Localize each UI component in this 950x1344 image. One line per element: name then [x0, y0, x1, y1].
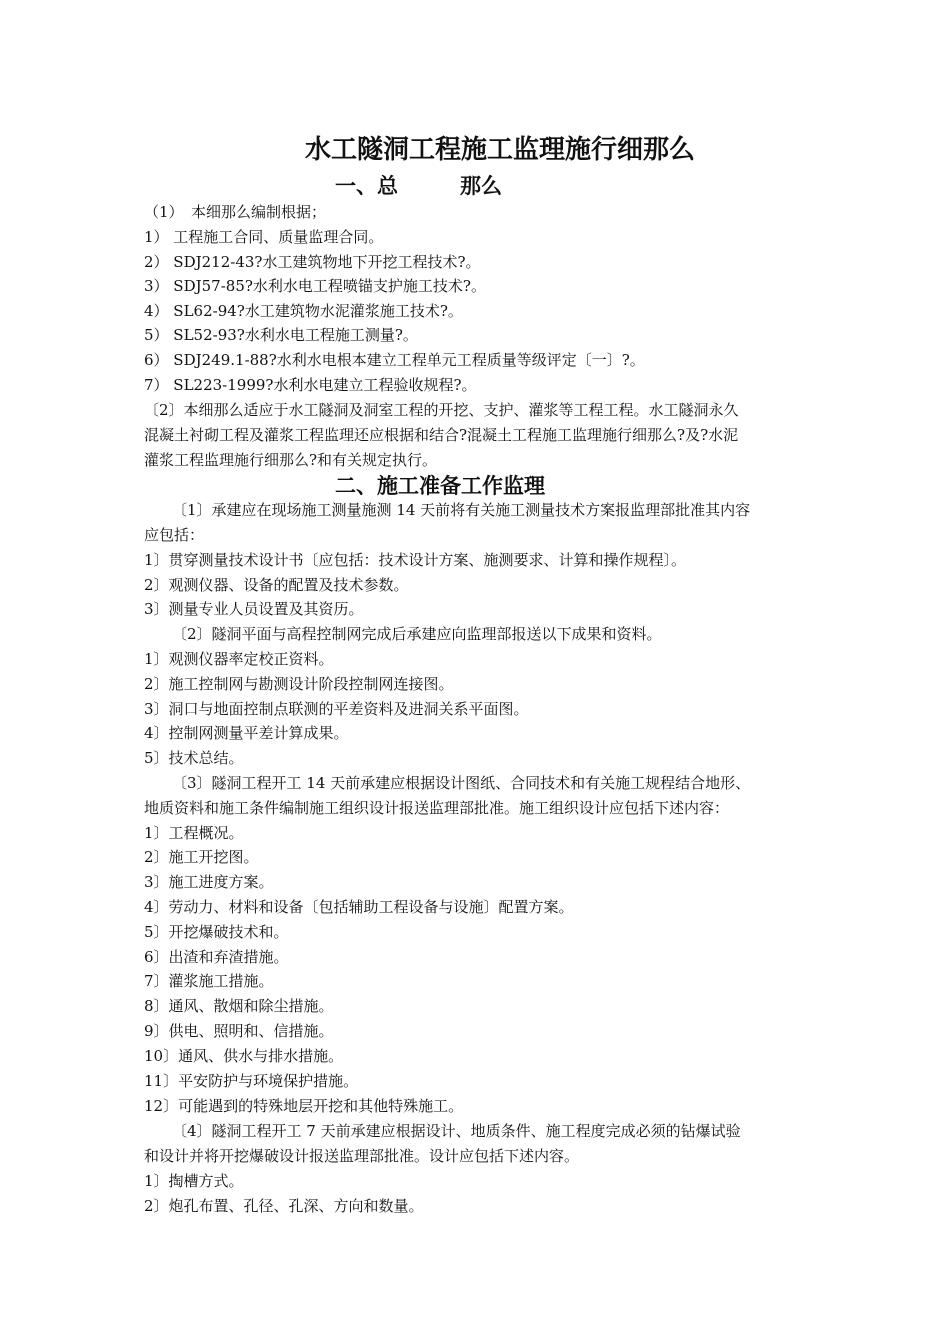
- list-item: 6） SDJ249.1-88?水利水电根本建立工程单元工程质量等级评定〔一〕?。: [144, 351, 645, 369]
- section-1-intro: （1） 本细那么编制根据；: [144, 203, 327, 221]
- list-item: 10〕通风、供水与排水措施。: [144, 1047, 344, 1065]
- list-item: 3） SDJ57-85?水利水电工程喷锚支护施工技术?。: [144, 277, 486, 295]
- paragraph-line: 混凝土衬砌工程及灌浆工程监理还应根据和结合?混凝土工程施工监理施行细那么?及?水泥: [144, 426, 739, 444]
- list-item: 2〕施工开挖图。: [144, 848, 259, 866]
- paragraph-line: 〔3〕隧洞工程开工 14 天前承建应根据设计图纸、合同技术和有关施工规程结合地形、: [172, 774, 751, 792]
- list-item: 3〕测量专业人员设置及其资历。: [144, 600, 364, 618]
- paragraph-line: 〔4〕隧洞工程开工 7 天前承建应根据设计、地质条件、施工程度完成必须的钻爆试验: [172, 1122, 741, 1140]
- list-item: 1〕工程概况。: [144, 824, 244, 842]
- list-item: 2） SDJ212-43?水工建筑物地下开挖工程技术?。: [144, 253, 481, 271]
- paragraph-line: 和设计并将开挖爆破设计报送监理部批准。设计应包括下述内容。: [144, 1147, 580, 1165]
- list-item: 3〕洞口与地面控制点联测的平差资料及进洞关系平面图。: [144, 700, 529, 718]
- list-item: 9〕供电、照明和、信措施。: [144, 1022, 334, 1040]
- list-item: 5） SL52-93?水利水电工程施工测量?。: [144, 326, 418, 344]
- list-item: 4〕控制网测量平差计算成果。: [144, 724, 349, 742]
- list-item: 1〕观测仪器率定校正资料。: [144, 650, 334, 668]
- paragraph-line: 〔2〕隧洞平面与高程控制网完成后承建应向监理部报送以下成果和资料。: [172, 625, 662, 643]
- paragraph-line: 〔1〕承建应在现场施工测量施测 14 天前将有关施工测量技术方案报监理部批准其内容: [172, 501, 751, 519]
- paragraph-line: 灌浆工程监理施行细那么?和有关规定执行。: [144, 451, 438, 469]
- list-item: 5〕开挖爆破技术和。: [144, 923, 289, 941]
- list-item: 1〕贯穿测量技术设计书〔应包括：技术设计方案、施测要求、计算和操作规程〕。: [144, 551, 687, 569]
- list-item: 4〕劳动力、材料和设备〔包括辅助工程设备与设施〕配置方案。: [144, 898, 574, 916]
- list-item: 1） 工程施工合同、质量监理合同。: [144, 228, 384, 246]
- paragraph-line: 地质资料和施工条件编制施工组织设计报送监理部批准。施工组织设计应包括下述内容：: [144, 799, 730, 817]
- list-item: 11〕平安防护与环境保护措施。: [144, 1072, 359, 1090]
- section-1-heading-part1: 一、总: [335, 173, 398, 198]
- list-item: 2〕炮孔布置、孔径、孔深、方向和数量。: [144, 1197, 424, 1215]
- list-item: 6〕出渣和弃渣措施。: [144, 948, 289, 966]
- list-item: 3〕施工进度方案。: [144, 873, 274, 891]
- list-item: 7） SL223-1999?水利水电建立工程验收规程?。: [144, 376, 477, 394]
- list-item: 8〕通风、散烟和除尘措施。: [144, 997, 334, 1015]
- list-item: 4） SL62-94?水工建筑物水泥灌浆施工技术?。: [144, 302, 463, 320]
- list-item: 2〕施工控制网与勘测设计阶段控制网连接图。: [144, 675, 454, 693]
- section-2-heading: 二、施工准备工作监理: [335, 473, 545, 498]
- list-item: 5〕技术总结。: [144, 749, 244, 767]
- list-item: 1〕掏槽方式。: [144, 1172, 244, 1190]
- list-item: 12〕可能遇到的特殊地层开挖和其他特殊施工。: [144, 1097, 464, 1115]
- paragraph-line: 应包括：: [144, 526, 205, 544]
- paragraph-line: 〔2〕本细那么适应于水工隧洞及洞室工程的开挖、支护、灌浆等工程工程。水工隧洞永久: [144, 401, 739, 419]
- section-1-heading-part2: 那么: [460, 173, 502, 198]
- document-title: 水工隧洞工程施工监理施行细那么: [304, 135, 695, 165]
- list-item: 7〕灌浆施工措施。: [144, 972, 274, 990]
- list-item: 2〕观测仪器、设备的配置及技术参数。: [144, 576, 409, 594]
